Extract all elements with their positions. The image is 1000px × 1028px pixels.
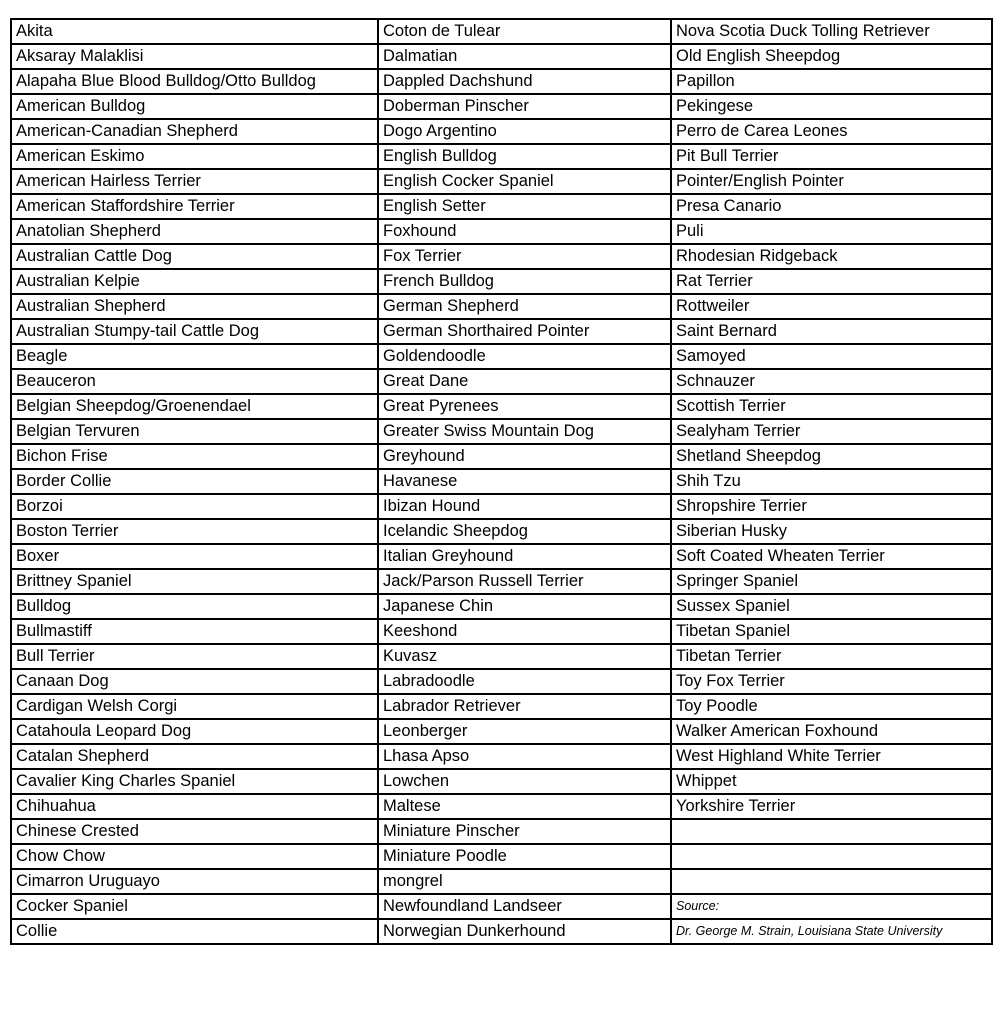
- table-cell: English Cocker Spaniel: [378, 169, 671, 194]
- source-note: Source:: [671, 894, 992, 919]
- table-row: [11, 869, 992, 894]
- table-cell: Borzoi: [11, 494, 378, 519]
- table-cell: Tibetan Terrier: [671, 644, 992, 669]
- table-cell: Schnauzer: [671, 369, 992, 394]
- table-cell: Catahoula Leopard Dog: [11, 719, 378, 744]
- table-row: [11, 894, 992, 919]
- table-cell: Perro de Carea Leones: [671, 119, 992, 144]
- table-cell: Chihuahua: [11, 794, 378, 819]
- table-row: [11, 444, 992, 469]
- table-cell: Rhodesian Ridgeback: [671, 244, 992, 269]
- table-cell: Shetland Sheepdog: [671, 444, 992, 469]
- table-cell: Bullmastiff: [11, 619, 378, 644]
- table-cell: Keeshond: [378, 619, 671, 644]
- table-cell: Samoyed: [671, 344, 992, 369]
- table-row: [11, 144, 992, 169]
- table-cell: Japanese Chin: [378, 594, 671, 619]
- table-row: [11, 769, 992, 794]
- table-cell: Collie: [11, 919, 378, 944]
- table-cell: Greyhound: [378, 444, 671, 469]
- table-cell: Cardigan Welsh Corgi: [11, 694, 378, 719]
- table-cell: Chow Chow: [11, 844, 378, 869]
- table-cell: Siberian Husky: [671, 519, 992, 544]
- table-cell: Dogo Argentino: [378, 119, 671, 144]
- table-cell: American Hairless Terrier: [11, 169, 378, 194]
- table-cell: Jack/Parson Russell Terrier: [378, 569, 671, 594]
- table-cell: Shropshire Terrier: [671, 494, 992, 519]
- table-row: [11, 594, 992, 619]
- table-row: [11, 919, 992, 944]
- table-cell: Akita: [11, 19, 378, 44]
- table-cell: Rottweiler: [671, 294, 992, 319]
- table-row: [11, 719, 992, 744]
- table-cell: Tibetan Spaniel: [671, 619, 992, 644]
- table-row: [11, 669, 992, 694]
- table-cell: mongrel: [378, 869, 671, 894]
- table-cell: Icelandic Sheepdog: [378, 519, 671, 544]
- table-cell: Leonberger: [378, 719, 671, 744]
- table-row: [11, 544, 992, 569]
- table-cell: Miniature Poodle: [378, 844, 671, 869]
- table-row: [11, 294, 992, 319]
- table-cell: Lhasa Apso: [378, 744, 671, 769]
- table-cell: Pekingese: [671, 94, 992, 119]
- table-row: [11, 794, 992, 819]
- table-row: [11, 244, 992, 269]
- table-cell: Shih Tzu: [671, 469, 992, 494]
- table-cell: Old English Sheepdog: [671, 44, 992, 69]
- table-cell: French Bulldog: [378, 269, 671, 294]
- table-cell: Foxhound: [378, 219, 671, 244]
- table-cell: Whippet: [671, 769, 992, 794]
- table-cell: Doberman Pinscher: [378, 94, 671, 119]
- table-row: [11, 119, 992, 144]
- table-cell: Rat Terrier: [671, 269, 992, 294]
- table-cell: Sealyham Terrier: [671, 419, 992, 444]
- table-cell: Pointer/English Pointer: [671, 169, 992, 194]
- table-cell: Labradoodle: [378, 669, 671, 694]
- table-cell: Cocker Spaniel: [11, 894, 378, 919]
- table-cell: German Shepherd: [378, 294, 671, 319]
- table-row: [11, 344, 992, 369]
- table-cell: Boston Terrier: [11, 519, 378, 544]
- table-cell: Lowchen: [378, 769, 671, 794]
- table-cell: Springer Spaniel: [671, 569, 992, 594]
- table-cell: Australian Shepherd: [11, 294, 378, 319]
- table-cell: American-Canadian Shepherd: [11, 119, 378, 144]
- table-cell: Havanese: [378, 469, 671, 494]
- table-row: [11, 619, 992, 644]
- table-row: [11, 419, 992, 444]
- table-cell: Boxer: [11, 544, 378, 569]
- table-cell: Aksaray Malaklisi: [11, 44, 378, 69]
- table-cell: Yorkshire Terrier: [671, 794, 992, 819]
- table-cell: Toy Poodle: [671, 694, 992, 719]
- table-row: [11, 219, 992, 244]
- table-row: [11, 519, 992, 544]
- table-row: [11, 69, 992, 94]
- table-row: [11, 169, 992, 194]
- table-cell: Canaan Dog: [11, 669, 378, 694]
- table-cell: Australian Cattle Dog: [11, 244, 378, 269]
- table-row: [11, 844, 992, 869]
- table-cell: Alapaha Blue Blood Bulldog/Otto Bulldog: [11, 69, 378, 94]
- table-cell: Cavalier King Charles Spaniel: [11, 769, 378, 794]
- table-cell: Fox Terrier: [378, 244, 671, 269]
- table-cell: Labrador Retriever: [378, 694, 671, 719]
- table-cell: Italian Greyhound: [378, 544, 671, 569]
- table-cell: Newfoundland Landseer: [378, 894, 671, 919]
- table-row: [11, 469, 992, 494]
- table-row: [11, 269, 992, 294]
- table-cell: Anatolian Shepherd: [11, 219, 378, 244]
- table-row: [11, 694, 992, 719]
- table-cell: Walker American Foxhound: [671, 719, 992, 744]
- table-cell: Brittney Spaniel: [11, 569, 378, 594]
- table-cell: Australian Stumpy-tail Cattle Dog: [11, 319, 378, 344]
- table-cell: Goldendoodle: [378, 344, 671, 369]
- table-cell: Border Collie: [11, 469, 378, 494]
- table-cell: English Setter: [378, 194, 671, 219]
- table-row: [11, 94, 992, 119]
- table-cell: American Eskimo: [11, 144, 378, 169]
- table-row: [11, 569, 992, 594]
- table-row: [11, 494, 992, 519]
- table-cell: Puli: [671, 219, 992, 244]
- table-cell: Belgian Tervuren: [11, 419, 378, 444]
- table-cell: Sussex Spaniel: [671, 594, 992, 619]
- table-cell: Saint Bernard: [671, 319, 992, 344]
- table-row: [11, 369, 992, 394]
- table-row: [11, 44, 992, 69]
- table-cell: Bichon Frise: [11, 444, 378, 469]
- table-cell: Great Pyrenees: [378, 394, 671, 419]
- table-row: [11, 744, 992, 769]
- table-cell: Beagle: [11, 344, 378, 369]
- table-cell: Maltese: [378, 794, 671, 819]
- table-cell: Scottish Terrier: [671, 394, 992, 419]
- dog-breed-table: [10, 18, 993, 945]
- table-cell: Chinese Crested: [11, 819, 378, 844]
- table-cell: Papillon: [671, 69, 992, 94]
- table-cell: American Staffordshire Terrier: [11, 194, 378, 219]
- table-cell: Miniature Pinscher: [378, 819, 671, 844]
- source-note: Dr. George M. Strain, Louisiana State University: [671, 919, 992, 944]
- table-cell: Presa Canario: [671, 194, 992, 219]
- table-cell: Nova Scotia Duck Tolling Retriever: [671, 19, 992, 44]
- table-cell: [671, 819, 992, 844]
- table-body: [11, 19, 992, 944]
- table-row: [11, 19, 992, 44]
- table-cell: American Bulldog: [11, 94, 378, 119]
- table-cell: Great Dane: [378, 369, 671, 394]
- table-cell: Greater Swiss Mountain Dog: [378, 419, 671, 444]
- table-cell: Bull Terrier: [11, 644, 378, 669]
- table-cell: Coton de Tulear: [378, 19, 671, 44]
- table-cell: [671, 844, 992, 869]
- table-cell: Ibizan Hound: [378, 494, 671, 519]
- table-cell: Catalan Shepherd: [11, 744, 378, 769]
- table-cell: Dappled Dachshund: [378, 69, 671, 94]
- table-row: [11, 819, 992, 844]
- table-cell: Cimarron Uruguayo: [11, 869, 378, 894]
- table-cell: Kuvasz: [378, 644, 671, 669]
- table-cell: English Bulldog: [378, 144, 671, 169]
- table-cell: West Highland White Terrier: [671, 744, 992, 769]
- table-cell: Bulldog: [11, 594, 378, 619]
- table-cell: German Shorthaired Pointer: [378, 319, 671, 344]
- table-cell: Australian Kelpie: [11, 269, 378, 294]
- table-cell: Pit Bull Terrier: [671, 144, 992, 169]
- table-cell: Soft Coated Wheaten Terrier: [671, 544, 992, 569]
- table-cell: [671, 869, 992, 894]
- table-row: [11, 394, 992, 419]
- table-cell: Beauceron: [11, 369, 378, 394]
- table-cell: Belgian Sheepdog/Groenendael: [11, 394, 378, 419]
- table-row: [11, 194, 992, 219]
- table-cell: Toy Fox Terrier: [671, 669, 992, 694]
- table-row: [11, 644, 992, 669]
- table-row: [11, 319, 992, 344]
- table-cell: Norwegian Dunkerhound: [378, 919, 671, 944]
- table-cell: Dalmatian: [378, 44, 671, 69]
